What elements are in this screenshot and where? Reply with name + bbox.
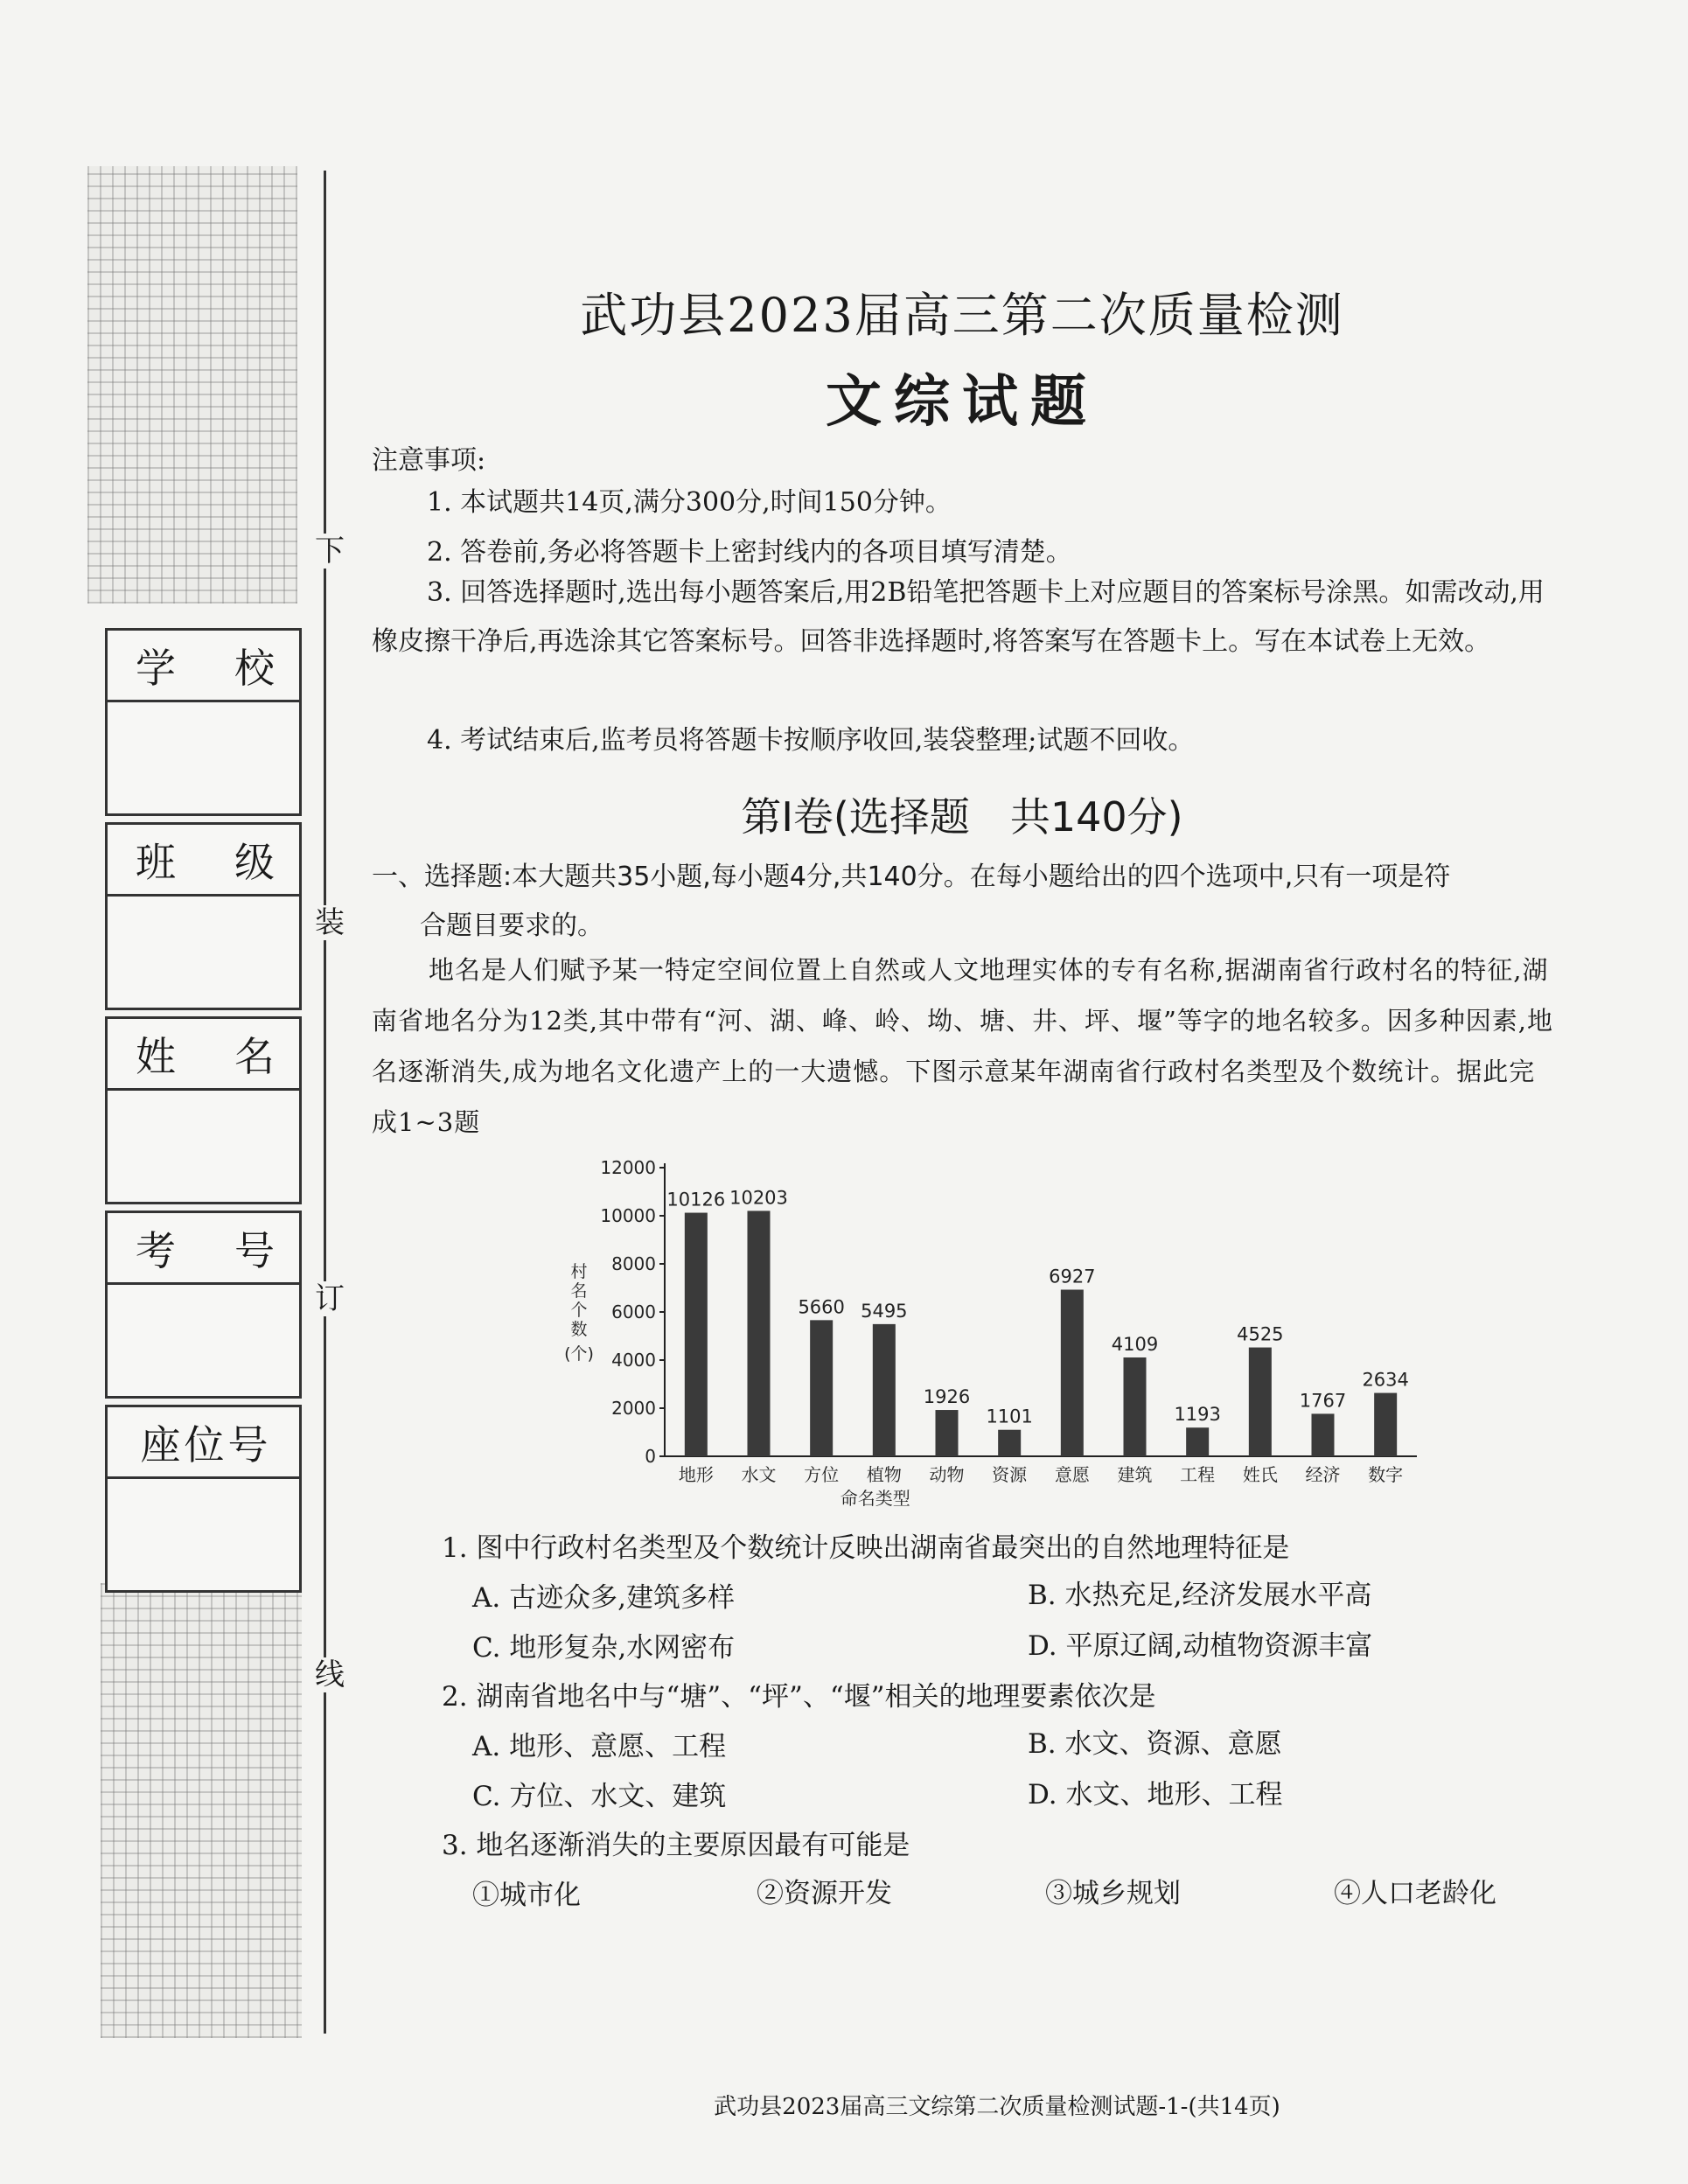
question-1-option-b[interactable]: B. 水热充足,经济发展水平高 [1028, 1580, 1372, 1611]
school-field[interactable] [105, 628, 302, 816]
bar-水文 [748, 1211, 771, 1456]
bar-数字 [1374, 1393, 1397, 1456]
question-2-option-c[interactable]: C. 方位、水文、建筑 [472, 1781, 727, 1812]
exam-number-label: 考 号 [108, 1213, 299, 1285]
x-tick-label: 方位 [804, 1464, 840, 1485]
exam-title: 武功县2023届高三第二次质量检测 [580, 288, 1344, 343]
question-1-option-a[interactable]: A. 古迹众多,建筑多样 [472, 1582, 735, 1614]
left-margin-pattern-bottom [101, 1583, 302, 2038]
bar-地形 [685, 1213, 708, 1456]
y-tick-label: 12000 [600, 1157, 656, 1178]
village-name-bar-chart [560, 1146, 1443, 1513]
y-axis-unit: (个) [564, 1344, 594, 1364]
class-field[interactable] [105, 822, 302, 1010]
y-tick-label: 10000 [600, 1205, 656, 1226]
name-label: 姓 名 [108, 1019, 299, 1091]
y-axis-label-char: 数 [570, 1320, 588, 1339]
question-2-stem: 2. 湖南省地名中与“塘”、“坪”、“堰”相关的地理要素依次是 [442, 1681, 1156, 1713]
question-3-option-4[interactable]: ④人口老龄化 [1334, 1878, 1496, 1909]
seat-number-label: 座位号 [108, 1407, 299, 1479]
x-tick-label: 动物 [929, 1464, 965, 1485]
notice-item-1: 1. 本试题共14页,满分300分,时间150分钟。 [427, 487, 952, 518]
question-3-option-2[interactable]: ②资源开发 [757, 1878, 892, 1909]
x-tick-label: 水文 [741, 1464, 777, 1485]
question-2-option-d[interactable]: D. 水文、地形、工程 [1028, 1779, 1283, 1811]
question-3-option-1[interactable]: ①城市化 [472, 1880, 581, 1911]
y-tick-label: 6000 [611, 1301, 656, 1322]
binding-char-xian: 线 [315, 1657, 345, 1692]
y-tick-label: 8000 [611, 1253, 656, 1274]
y-axis-label-char: 村 [570, 1262, 588, 1281]
data-label: 6927 [1049, 1266, 1096, 1287]
binding-char-xia: 下 [315, 534, 345, 569]
x-tick-label: 资源 [992, 1464, 1028, 1485]
bar-资源 [998, 1430, 1021, 1456]
question-3-stem: 3. 地名逐渐消失的主要原因最有可能是 [442, 1830, 910, 1861]
data-label: 4109 [1111, 1334, 1159, 1356]
question-2-option-a[interactable]: A. 地形、意愿、工程 [472, 1731, 727, 1762]
question-2-option-b[interactable]: B. 水文、资源、意愿 [1028, 1728, 1282, 1760]
exam-number-field[interactable] [105, 1211, 302, 1399]
question-1-option-d[interactable]: D. 平原辽阔,动植物资源丰富 [1028, 1630, 1373, 1662]
data-label: 2634 [1362, 1369, 1409, 1391]
data-label: 10203 [729, 1187, 788, 1209]
x-tick-label: 姓氏 [1242, 1464, 1278, 1485]
x-tick-label: 经济 [1305, 1464, 1341, 1485]
section-instructions: 一、选择题:本大题共35小题,每小题4分,共140分。在每小题给出的四个选项中,只有一项是符 合题目要求的。 [372, 862, 1451, 941]
notice-item-4: 4. 考试结束后,监考员将答题卡按顺序收回,装袋整理;试题不回收。 [427, 725, 1195, 756]
y-tick-label: 4000 [611, 1350, 656, 1371]
data-label: 5660 [798, 1296, 845, 1318]
question-3-option-3[interactable]: ③城乡规划 [1045, 1878, 1181, 1909]
binding-char-zhuang: 装 [315, 905, 345, 940]
data-label: 5495 [861, 1300, 908, 1322]
notice-item-2: 2. 答卷前,务必将答题卡上密封线内的各项目填写清楚。 [427, 537, 1072, 568]
question-1-option-c[interactable]: C. 地形复杂,水网密布 [472, 1632, 736, 1664]
x-tick-label: 意愿 [1054, 1464, 1090, 1485]
section-title: 第Ⅰ卷(选择题 共140分) [741, 793, 1183, 841]
data-label: 1101 [986, 1406, 1033, 1427]
data-label: 4525 [1237, 1323, 1284, 1345]
bar-经济 [1312, 1413, 1335, 1456]
bar-意愿 [1061, 1290, 1084, 1456]
class-label: 班 级 [108, 825, 299, 897]
data-label: 1767 [1299, 1390, 1347, 1412]
data-label: 1193 [1174, 1404, 1221, 1426]
name-field[interactable] [105, 1016, 302, 1204]
bar-植物 [873, 1324, 896, 1456]
y-tick-label: 2000 [611, 1398, 656, 1419]
y-tick-label: 0 [645, 1446, 656, 1467]
x-tick-label: 地形 [678, 1464, 714, 1485]
seat-number-field[interactable] [105, 1405, 302, 1593]
x-tick-label: 建筑 [1117, 1464, 1153, 1485]
x-tick-label: 植物 [866, 1464, 902, 1485]
x-tick-label: 数字 [1368, 1464, 1404, 1485]
notice-heading: 注意事项: [372, 445, 486, 476]
reading-passage: 地名是人们赋予某一特定空间位置上自然或人文地理实体的专有名称,据湖南省行政村名的特征,湖南省地名分为12类,其中带有“河、湖、峰、岭、坳、塘、井、坪、堰”等字的地名较多。因多种因素,地名逐渐消失,成为地名文化遗产上的一大遗憾。下图示意某年湖南省行政村名类型及个数统计。据此完成1~3题 [372, 955, 1553, 1137]
bar-工程 [1186, 1427, 1209, 1456]
page-footer: 武功县2023届高三文综第二次质量检测试题-1-(共14页) [714, 2094, 1280, 2120]
y-axis-label-char: 个 [570, 1301, 588, 1320]
binding-char-ding: 订 [315, 1281, 345, 1316]
notice-item-3: 3. 回答选择题时,选出每小题答案后,用2B铅笔把答题卡上对应题目的答案标号涂黑。如需改动,用橡皮擦干净后,再选涂其它答案标号。回答非选择题时,将答案写在答题卡上。写在本试卷上无效。 [372, 577, 1545, 657]
bar-姓氏 [1249, 1348, 1272, 1456]
school-label: 学 校 [108, 631, 299, 702]
y-axis-label-char: 名 [570, 1281, 588, 1301]
binding-line [324, 171, 326, 2034]
bar-方位 [810, 1320, 833, 1456]
left-margin-pattern-top [87, 166, 297, 604]
exam-subtitle: 文综试题 [826, 370, 1099, 435]
x-axis-title: 命名类型 [840, 1488, 910, 1509]
bar-动物 [936, 1410, 959, 1456]
x-tick-label: 工程 [1180, 1464, 1216, 1485]
data-label: 10126 [666, 1189, 726, 1211]
bar-建筑 [1124, 1357, 1147, 1456]
data-label: 1926 [923, 1386, 971, 1408]
question-1-stem: 1. 图中行政村名类型及个数统计反映出湖南省最突出的自然地理特征是 [442, 1532, 1290, 1564]
